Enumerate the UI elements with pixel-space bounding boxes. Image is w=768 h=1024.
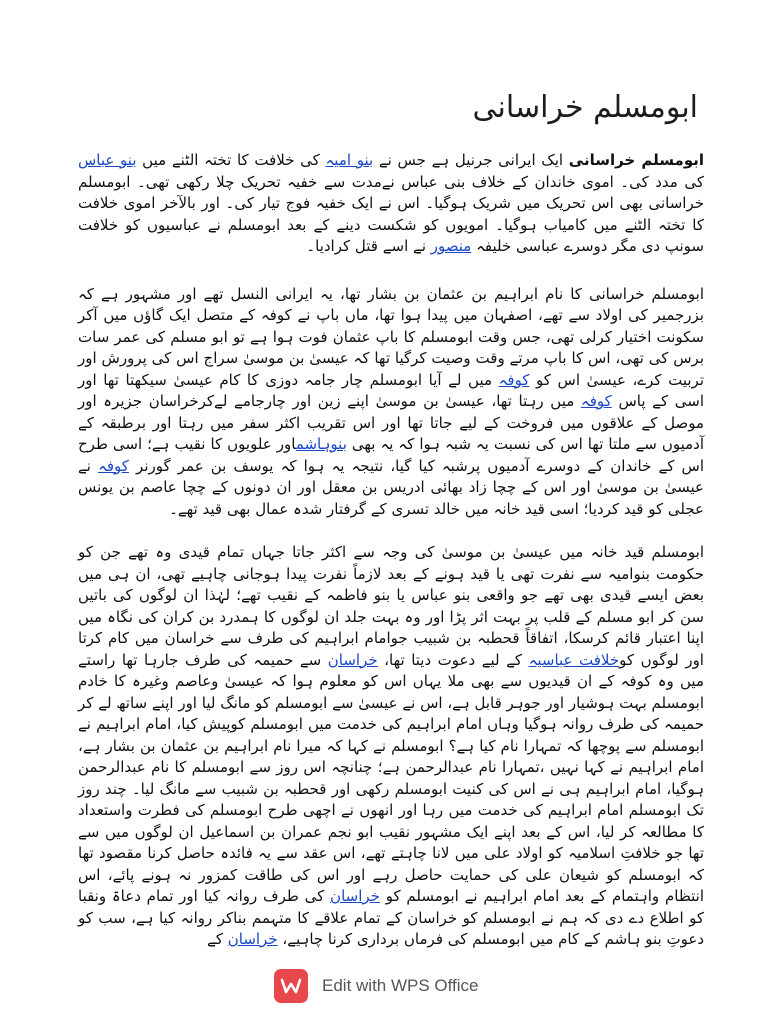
link-khorasan[interactable]: خراسان — [330, 887, 380, 905]
link-khorasan[interactable]: خراسان — [327, 650, 378, 669]
text-span: کے — [207, 930, 228, 948]
link-kufa[interactable]: کوفہ — [580, 392, 612, 410]
text-span: ابومسلم خراسانی کا نام ابراہیم بن عثمان بن بشار تھا، یہ ایرانی النسل تھے اور مشہور ہے کہ بزرجمیر کی اولاد سے تھے، اصفہان میں پیدا ہوا تھا، ماں باپ نے کوفہ کے متصل ایک گاؤں میں آکر سکونت اختیار کرلی تھی، جس وقت ابومسلم کا باپ عثمان فوت ہوا ہے تو ابو مسلم کی عمر سات برس کی تھی، اس کا باپ مرتے وقت وصیت کرگیا تھا کہ عیسیٰ بن موسیٰ سراج اس کی پرورش اور تربیت کرے، عیسیٰ اس کو — [78, 284, 704, 389]
text-span: ابومسلم قید خانہ میں عیسیٰ بن موسیٰ کی وجہ سے اکثر جاتا جہاں تمام قیدی وہ تھے جن کو حکومت بنوامیہ سے نفرت تھی یا قید ہونے کے بعد لازماً نفرت پیدا ہوجانی چاہیے تھی، ان ہی میں بعض ایسے قیدی بھی تھے جو واقعی بنو عباس یا بنو فاطمہ کے نقیب تھے؛ لہٰذا ان لوگوں کی باتیں سن کر ابو مسلم کے قلب پر بہت اثر پڑا اور وہ بہت جلد ان لوگوں کا ہمدرد بن کران کی نگاہ میں اپنا اعتبار قائم کرسکا، اتفاقاً قحطبہ بن شبیب جوامام ابراہیم کی طرف سے خراسان میں کام کرتا اور لوگوں کو — [78, 543, 704, 669]
page-title: ابومسلم خراسانی — [472, 90, 698, 125]
text-span: نے عیسیٰ بن موسیٰ اور اس کے چچا زاد بھائی ادریس بن معقل اور ان دونوں کے چچا عاصم بن یونس عجلی کو قید کردیا؛ اسی قید خانہ میں خالد تسری کے گرفتار شدہ عمال بھی قید تھے۔ — [78, 456, 704, 518]
text-span: میں رہتا تھا، عیسیٰ بن موسیٰ اپنے زین اور چارجامے لےکرخراسان جزیرہ اور موصل کے علاقوں میں فروخت کے لیے جاتا تھا اور اس تقریب اکثر سفر میں رہتا اور برطبقہ کے آدمیوں سے ملتا تھا اس کی نسبت یہ شبہ ہوا کہ یہ بھی — [78, 392, 704, 453]
link-abbasid-caliphate[interactable]: خلافت عباسیہ — [528, 650, 620, 669]
text-span: ایک ایرانی جرنیل ہے جس نے — [373, 151, 569, 169]
link-banu-abbas[interactable]: بنو عباس — [78, 151, 137, 169]
text-span: سے حمیمہ کی طرف جارہا تھا راستے میں وہ کوفہ کے ان قیدیوں سے بھی ملا یہاں اس کو معلوم ہوا کہ عیسیٰ وعاصم وغیرہ کا خادم ابومسلم بہت ہوشیار اور جوہر قابل ہے، اس نے عیسیٰ سے ابومسلم کو مانگ لیا اور اپنے ساتھ لے کر حمیمہ کی طرف روانہ ہوگیا وہاں امام ابراہیم کی خدمت میں ابومسلم کوپیش کیا، امام ابراہیم نے ابومسلم سے پوچھا کہ تمہارا نام کیا ہے؟ ابومسلم نے کہا کہ میرا نام ابراہیم بن عثمان بن بشار ہے، امام ابراہیم نے کہا نہیں ،تمہارا نام عبدالرحمن ہے؛ چنانچہ اس روز سے ابومسلم کا نام عبدالرحمن ہوگیا، امام ابراہیم ہی نے اس کی کنیت ابومسلم رکھی اور قحطبہ بن شبیب سے مانگ لیا۔ چند روز تک ابومسلم امام ابراہیم کی خدمت میں رہا اور انھوں نے اچھی طرح ابومسلم کی فطرت واستعداد کا مطالعہ کر لیا، اس کے بعد اپنے ایک مشہور نقیب ابو نجم عمران بن اسماعیل ان لوگوں میں سے تھا جو خلافتِ اسلامیہ کو اولاد علی میں لانا چاہتے تھے، اس عقد سے یہ فائدہ حاصل کرنا مقصود تھا کہ ابومسلم کو شیعان علی کی حمایت حاصل رہے اور اس کی طاقت کمزور نہ ہونے پائے، اس انتظام واہتمام کے بعد امام ابراہیم نے ابومسلم کو — [78, 650, 704, 905]
text-span: اور علویوں کا نقیب ہے؛ اسی طرح اس کے خاندان کے دوسرے آدمیوں پرشبہ کیا گیا، نتیجہ یہ ہوا کہ یوسف بن عمر گورنر — [78, 435, 704, 475]
text-span: میں لے آیا ابومسلم چار جامہ دوزی کا کام عیسیٰ سیکھتا تھا اور اسی کے پاس — [78, 370, 704, 410]
text-span: کے لیے دعوت دیتا تھا، — [377, 650, 529, 669]
text-span: کی طرف روانہ کیا اور تمام دعاۃ ونقبا کو اطلاع دے دی کہ ہم نے ابومسلم کو خراسان کے تمام علاقے کا متہمم بناکر روانہ کیا ہے، سب کو دعوتِ بنو ہاشم کے کام میں ابومسلم کی فرماں برداری کرنا چاہیے، — [78, 887, 704, 948]
prison-paragraph — [78, 542, 704, 951]
wps-w-icon — [280, 976, 302, 996]
link-banu-umayya[interactable]: بنو امیہ — [325, 151, 374, 169]
wps-logo-icon — [274, 969, 308, 1003]
intro-paragraph — [78, 150, 704, 258]
text-span: نے اسے قتل کرادیا۔ — [306, 237, 431, 255]
text-span: کی مدد کی۔ اموی خاندان کے خلاف بنی عباس نےمدت سے خفیہ تحریک چلا رکھی تھی۔ ابومسلم خراسانی بھی اس تحریک میں شریک ہوگیا۔ اس نے ایک خفیہ فوج تیار کی۔ اور بالآخر اموی خلافت کا تختہ الٹنے میں کامیاب ہوگیا۔ امویوں کو شکست دینے کے بعد ابومسلم نے عباسیوں کو خلافت سونپ دی مگر دوسرے عباسی خلیفہ — [78, 172, 704, 255]
intro-bold-name: ابومسلم خراسانی — [568, 151, 704, 169]
link-kufa[interactable]: کوفہ — [498, 370, 530, 389]
wps-label: Edit with WPS Office — [322, 976, 479, 995]
link-khorasan[interactable]: خراسان — [227, 930, 278, 948]
link-banu-hashim[interactable]: بنوہاشم — [295, 435, 347, 453]
biography-paragraph — [78, 284, 704, 521]
link-kufa[interactable]: کوفہ — [98, 456, 129, 475]
link-mansur[interactable]: منصور — [430, 237, 472, 255]
text-span: کی خلافت کا تختہ الٹنے میں — [136, 151, 326, 169]
document-page — [78, 88, 704, 965]
edit-with-wps-button[interactable] — [274, 964, 492, 1008]
